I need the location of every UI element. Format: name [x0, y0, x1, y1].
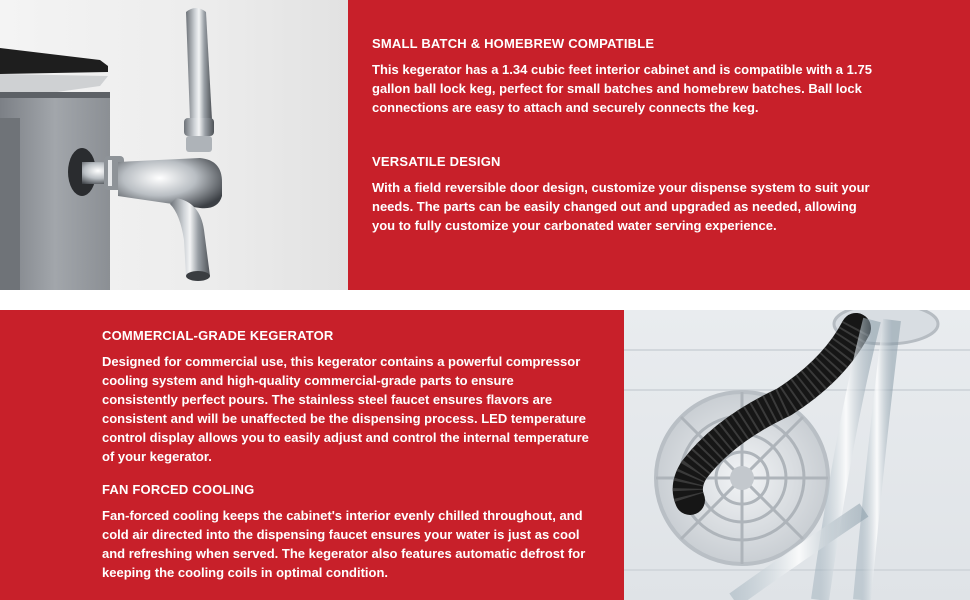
faucet-illustration: [0, 0, 348, 290]
feature-heading: COMMERCIAL-GRADE KEGERATOR: [102, 328, 334, 343]
interior-fan-photo: [624, 310, 970, 600]
feature-body: Designed for commercial use, this kegerator contains a powerful compressor cooling system and high-quality commercial-grade parts to ensure consistently perfect pours. The stainless steel faucet ensures flavors are consistent and will be unaffected be the dispensing process. LED temperature control display allows you to easily adjust and control the internal temperature of your kegerator.: [102, 354, 589, 464]
feature-commercial-grade: [102, 328, 592, 466]
feature-versatile-design: [372, 154, 872, 235]
divider: [0, 290, 970, 310]
feature-body: Fan-forced cooling keeps the cabinet's interior evenly chilled throughout, and cold air directed into the dispensing faucet ensures your water is just as cool and refreshing when served. The kegerator also features automatic defrost for keeping the cooling coils in optimal condition.: [102, 508, 586, 580]
feature-heading: FAN FORCED COOLING: [102, 482, 255, 497]
top-feature-panel: [348, 0, 970, 290]
feature-heading: VERSATILE DESIGN: [372, 154, 501, 169]
bottom-feature-panel: [0, 310, 624, 600]
feature-fan-forced-cooling: [102, 482, 592, 582]
feature-heading: SMALL BATCH & HOMEBREW COMPATIBLE: [372, 36, 655, 51]
feature-body: With a field reversible door design, customize your dispense system to suit your needs. The parts can be easily changed out and upgraded as needed, allowing you to fully customize your carbonated water serving experience.: [372, 180, 870, 233]
faucet-photo: [0, 0, 348, 290]
feature-body: This kegerator has a 1.34 cubic feet interior cabinet and is compatible with a 1.75 gallon ball lock keg, perfect for small batches and homebrew batches. Ball lock connections are easy to attach and securely connects the keg.: [372, 62, 872, 115]
feature-small-batch: [372, 36, 872, 117]
interior-fan-illustration: [624, 310, 970, 600]
